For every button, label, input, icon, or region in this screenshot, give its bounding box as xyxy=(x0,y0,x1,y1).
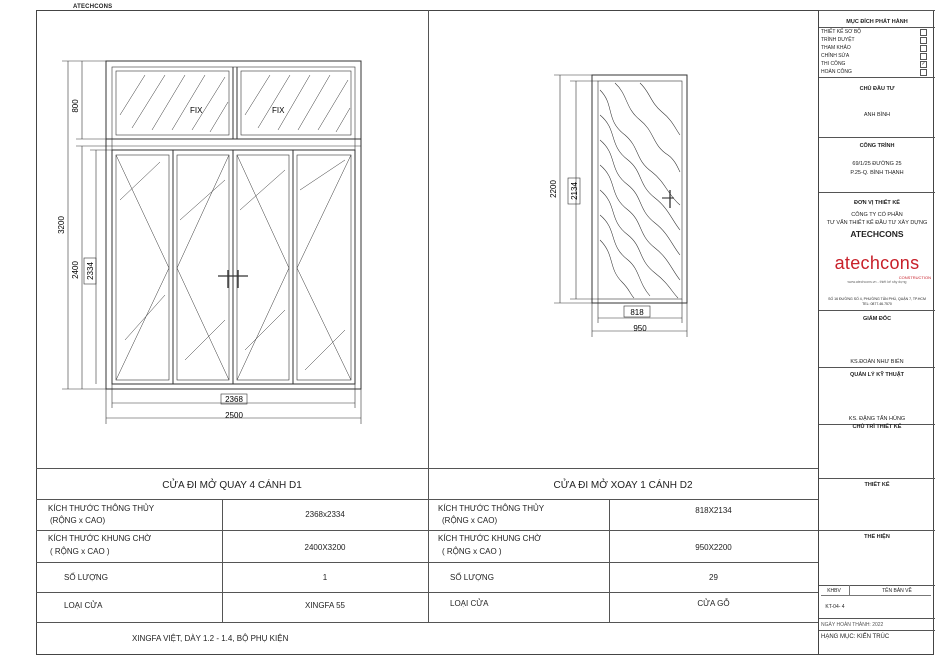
d2-row1-label: KÍCH THƯỚC THÔNG THỦY xyxy=(438,504,545,513)
company-phone: TEL: 0877.46.7570 xyxy=(862,302,892,306)
sheet-name-label: TÊN BẢN VẼ xyxy=(882,588,912,594)
drawn-title: THỂ HIỆN xyxy=(864,534,890,540)
design-title: THIẾT KẾ xyxy=(864,482,890,488)
d2-type: CỬA GỖ xyxy=(697,599,730,608)
d1-quantity: 1 xyxy=(322,573,328,582)
project-title: CÔNG TRÌNH xyxy=(859,143,895,149)
purpose-title: MỤC ĐÍCH PHÁT HÀNH xyxy=(846,19,908,25)
purpose-item[interactable]: THI CÔNG ✓ xyxy=(821,61,926,67)
d1-note: XINGFA VIỆT, DÀY 1.2 - 1.4, BỘ PHỤ KIỆN xyxy=(132,634,289,643)
project-line2: P.25-Q. BÌNH THẠNH xyxy=(850,170,904,176)
company-line2: TƯ VẤN THIẾT KẾ ĐẦU TƯ XÂY DỰNG xyxy=(826,220,928,226)
dim-800: 800 xyxy=(71,99,80,113)
dim-2500: 2500 xyxy=(225,411,243,420)
checkbox xyxy=(920,37,927,44)
d2-row3-label: SỐ LƯỢNG xyxy=(450,573,494,582)
d1-row2-label: KÍCH THƯỚC KHUNG CHỜ xyxy=(48,534,152,543)
dim-2400: 2400 xyxy=(71,261,80,279)
category: HẠNG MỤC: KIẾN TRÚC xyxy=(821,634,890,640)
director-title: GIÁM ĐỐC xyxy=(862,316,892,322)
dim-818: 818 xyxy=(630,308,644,317)
d1-row2-sub: ( RỘNG x CAO ) xyxy=(50,547,110,556)
fix-right-label: FIX xyxy=(272,106,285,115)
owner-title: CHỦ ĐẦU TƯ xyxy=(859,86,895,92)
tech-title: QUẢN LÝ KỸ THUẬT xyxy=(849,372,905,378)
checkbox xyxy=(920,53,927,60)
d1-type: XINGFA 55 xyxy=(304,601,346,610)
company-name: ATECHCONS xyxy=(850,229,904,239)
dim-2134: 2134 xyxy=(570,182,579,200)
company-line1: CÔNG TY CỔ PHẦN xyxy=(851,212,903,218)
brand-tab: ATECHCONS xyxy=(70,4,115,10)
purpose-item[interactable]: HOÀN CÔNG xyxy=(821,68,931,76)
d1-row1-label: KÍCH THƯỚC THÔNG THỦY xyxy=(48,504,155,513)
d2-clear-size: 818X2134 xyxy=(695,506,732,515)
checkbox xyxy=(920,29,927,36)
d1-row1-sub: (RỘNG x CAO) xyxy=(50,516,106,525)
designer-title: ĐƠN VỊ THIẾT KẾ xyxy=(854,200,900,206)
company-logo: atechcons xyxy=(834,253,920,273)
door-schedule-table xyxy=(36,468,818,655)
owner-name: ANH BÌNH xyxy=(863,112,891,118)
d1-title: CỬA ĐI MỞ QUAY 4 CÁNH D1 xyxy=(162,480,302,491)
d2-row4-label: LOẠI CỬA xyxy=(450,599,489,608)
d1-frame-size: 2400X3200 xyxy=(304,543,346,552)
purpose-item[interactable]: CHỈNH SỬA xyxy=(821,52,931,60)
director-name: KS.ĐOÀN NHƯ BIỂN xyxy=(850,359,904,365)
dim-950: 950 xyxy=(633,324,647,333)
d2-frame-size: 950X2200 xyxy=(695,543,732,552)
d1-clear-size: 2368x2334 xyxy=(305,510,345,519)
logo-tagline: www.atechcons.vn - thiết kế xây dựng xyxy=(847,280,907,284)
dim-2368: 2368 xyxy=(225,395,243,404)
checkbox xyxy=(920,45,927,52)
d2-row2-sub: ( RỘNG x CAO ) xyxy=(442,547,502,556)
door-d1-drawing xyxy=(40,40,425,430)
checkbox: ✓ xyxy=(921,61,926,67)
fix-left-label: FIX xyxy=(190,106,203,115)
project-line1: 69/1/25 ĐƯỜNG 25 xyxy=(852,161,902,167)
d2-row2-label: KÍCH THƯỚC KHUNG CHỜ xyxy=(438,534,542,543)
d2-quantity: 29 xyxy=(709,573,718,582)
checkbox xyxy=(920,69,927,76)
purpose-item[interactable]: TRÌNH DUYỆT xyxy=(821,36,931,44)
purpose-item[interactable]: THIẾT KẾ SƠ BỘ xyxy=(821,28,931,36)
tech-name: KS. ĐẶNG TẤN HÙNG xyxy=(848,416,906,422)
dim-2334: 2334 xyxy=(86,262,95,280)
sheet-code: KT-04- 4 xyxy=(825,604,845,610)
title-block xyxy=(818,10,935,655)
d2-row1-sub: (RỘNG x CAO) xyxy=(442,516,498,525)
khbv-label: KHBV xyxy=(827,588,841,594)
d1-row3-label: SỐ LƯỢNG xyxy=(64,573,108,582)
dim-3200: 3200 xyxy=(57,216,66,234)
logo-sub: CONSTRUCTION xyxy=(898,275,931,280)
d2-title: CỬA ĐI MỞ XOAY 1 CÁNH D2 xyxy=(553,480,693,491)
d1-row4-label: LOẠI CỬA xyxy=(64,601,103,610)
dim-2200: 2200 xyxy=(549,180,558,198)
company-address: SỐ 16 ĐƯỜNG SỐ 4, PHƯỜNG TÂN PHÚ, QUẬN 7, TP.HCM xyxy=(828,297,926,301)
completion-date: NGÀY HOÀN THÀNH: 2022 xyxy=(821,622,884,628)
lead-title: CHỦ TRÌ THIẾT KẾ xyxy=(852,424,902,430)
door-d2-drawing xyxy=(540,60,710,345)
drawing-divider xyxy=(428,10,429,468)
purpose-item[interactable]: THAM KHẢO xyxy=(821,44,931,52)
